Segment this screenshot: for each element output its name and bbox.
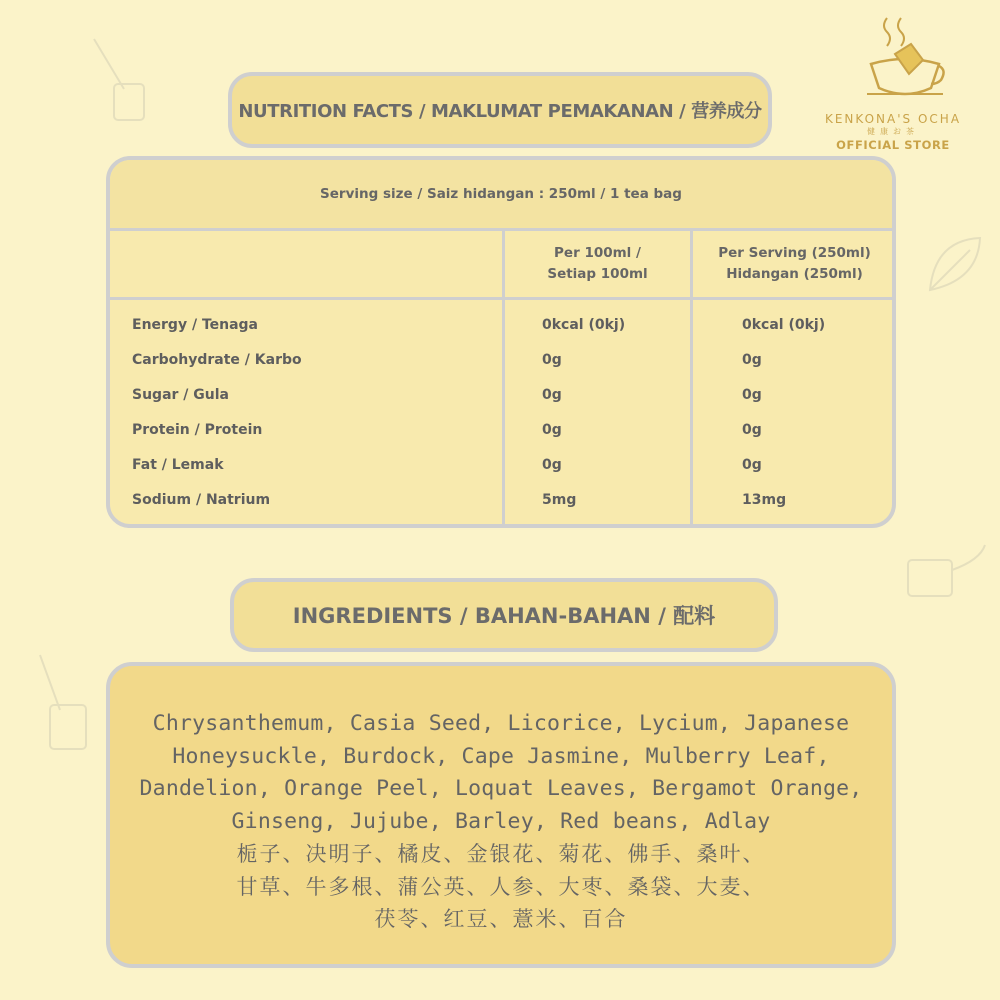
- column-header-per-serving-line2: Hidangan (250ml): [726, 266, 863, 282]
- table-row: [110, 379, 892, 414]
- official-store-label: OFFICIAL STORE: [836, 138, 950, 152]
- nutrient-per-100ml: 0g: [542, 422, 562, 438]
- tea-bag-doodle-icon-3: [900, 540, 990, 620]
- leaf-doodle-icon: [920, 230, 990, 300]
- nutrient-per-100ml: 0g: [542, 352, 562, 368]
- brand-logo: [795, 14, 991, 154]
- column-header-per-100ml: [505, 231, 690, 297]
- tea-bag-doodle-icon-2: [30, 650, 110, 760]
- nutrient-per-100ml: 0kcal (0kj): [542, 317, 626, 333]
- nutrient-per-serving: 0g: [742, 457, 762, 473]
- table-header-row: [110, 231, 892, 300]
- nutrient-name: Protein / Protein: [132, 422, 263, 438]
- ingredients-line-en: Dandelion, Orange Peel, Loquat Leaves, Bergamot Orange,: [139, 776, 863, 801]
- nutrient-per-100ml: 5mg: [542, 492, 577, 508]
- table-row: [110, 484, 892, 519]
- ingredients-line-cn: 茯苓、红豆、薏米、百合: [374, 907, 628, 931]
- brand-name: KENKONA'S OCHA: [824, 112, 962, 126]
- brand-name-cn: 健康お茶: [867, 127, 919, 136]
- table-row: [110, 414, 892, 449]
- column-header-per-serving: [693, 231, 896, 297]
- serving-size: Serving size / Saiz hidangan : 250ml / 1 tea bag: [110, 160, 892, 231]
- ingredients-line-en: Chrysanthemum, Casia Seed, Licorice, Lycium, Japanese: [152, 711, 850, 736]
- nutrient-per-serving: 0g: [742, 422, 762, 438]
- nutrient-name: Sodium / Natrium: [132, 492, 271, 508]
- nutrient-per-serving: 0g: [742, 387, 762, 403]
- column-header-per-serving-line1: Per Serving (250ml): [718, 245, 871, 261]
- nutrient-per-serving: 13mg: [742, 492, 787, 508]
- tea-bag-doodle-icon: [84, 34, 154, 124]
- nutrient-per-100ml: 0g: [542, 457, 562, 473]
- ingredients-line-en: Honeysuckle, Burdock, Cape Jasmine, Mulberry Leaf,: [172, 743, 830, 769]
- tea-cup-icon: [865, 14, 945, 104]
- table-row: [110, 344, 892, 379]
- table-row: [110, 309, 892, 344]
- nutrient-name: Fat / Lemak: [132, 457, 224, 473]
- ingredients-box: [106, 662, 896, 968]
- nutrient-per-serving: 0kcal (0kj): [742, 317, 826, 333]
- column-header-per-100ml-line2: Setiap 100ml: [547, 266, 648, 282]
- nutrition-table: [106, 156, 896, 528]
- nutrition-facts-title: NUTRITION FACTS / MAKLUMAT PEMAKANAN / 营养成分: [228, 72, 772, 148]
- ingredients-line-cn: 栀子、决明子、橘皮、金银花、菊花、佛手、桑叶、: [236, 842, 766, 866]
- nutrient-name: Energy / Tenaga: [132, 317, 259, 333]
- nutrient-name: Carbohydrate / Karbo: [132, 352, 302, 368]
- nutrient-per-100ml: 0g: [542, 387, 562, 403]
- column-header-per-100ml-line1: Per 100ml /: [554, 245, 641, 261]
- table-row: [110, 449, 892, 484]
- ingredients-line-cn: 甘草、牛多根、蒲公英、人参、大枣、桑袋、大麦、: [236, 874, 766, 899]
- ingredients-title: INGREDIENTS / BAHAN-BAHAN / 配料: [230, 578, 778, 652]
- nutrient-name: Sugar / Gula: [132, 387, 229, 403]
- ingredients-line-en: Ginseng, Jujube, Barley, Red beans, Adlay: [231, 808, 771, 834]
- nutrient-per-serving: 0g: [742, 352, 762, 368]
